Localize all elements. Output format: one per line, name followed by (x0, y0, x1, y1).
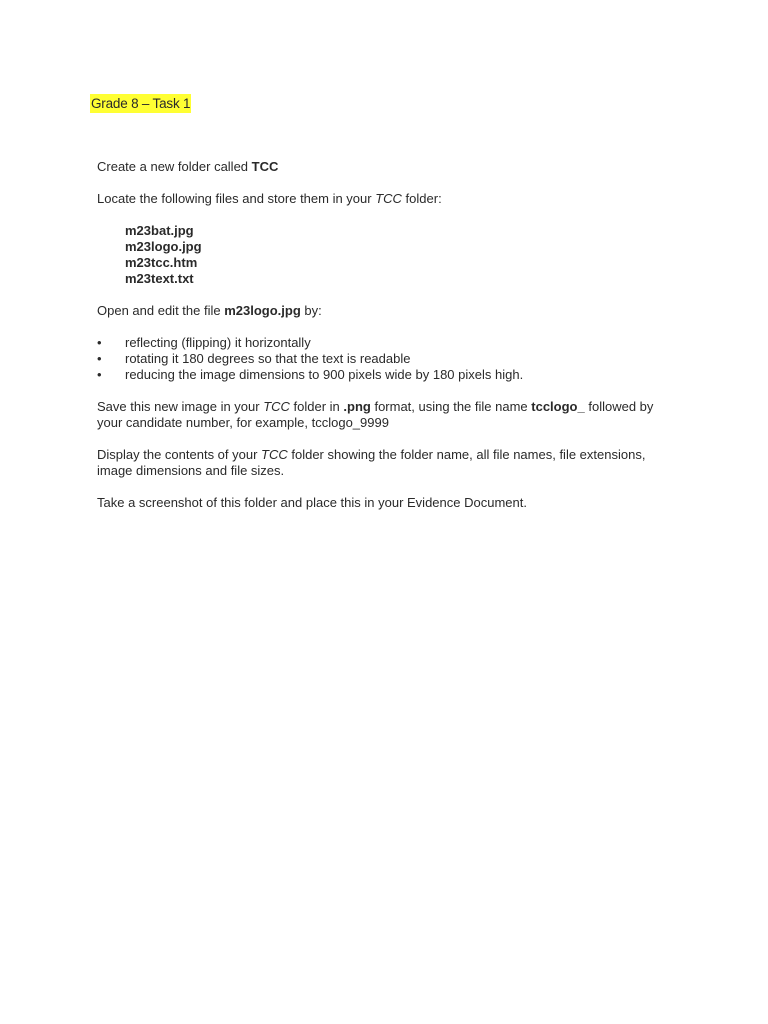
instruction-screenshot: Take a screenshot of this folder and place this in your Evidence Document. (97, 495, 527, 510)
folder-name: TCC (251, 159, 279, 174)
file-list (97, 223, 697, 287)
list-item (97, 351, 697, 367)
file-item: m23bat.jpg (125, 223, 194, 238)
instruction-text: Save this new image in your (97, 399, 264, 414)
instruction-text: folder showing the folder name, all file names, file extensions, (287, 447, 646, 462)
instruction-save-image (97, 399, 697, 431)
instruction-text: folder: (401, 191, 442, 206)
file-item: m23text.txt (125, 271, 194, 286)
bullet-icon: • (97, 335, 102, 350)
instruction-edit-file (97, 303, 697, 319)
instruction-text: by: (300, 303, 322, 318)
bullet-icon: • (97, 367, 102, 382)
list-item-text: rotating it 180 degrees so that the text is readable (125, 351, 411, 366)
file-name: tcclogo_ (531, 399, 585, 414)
file-name: m23logo.jpg (224, 303, 301, 318)
list-item-text: reducing the image dimensions to 900 pixels wide by 180 pixels high. (125, 367, 524, 382)
file-item: m23logo.jpg (125, 239, 202, 254)
bullet-icon: • (97, 351, 102, 366)
list-item-text: reflecting (flipping) it horizontally (125, 335, 311, 350)
list-item (97, 335, 697, 351)
instruction-text: Open and edit the file (97, 303, 225, 318)
instruction-text: followed by (584, 399, 654, 414)
list-item (97, 367, 697, 383)
folder-name: TCC (263, 399, 290, 414)
instruction-text: Display the contents of your (97, 447, 262, 462)
folder-name: TCC (261, 447, 288, 462)
instruction-display-contents (97, 447, 697, 479)
instruction-text: your candidate number, for example, tcclogo_9999 (97, 415, 389, 430)
instruction-text: image dimensions and file sizes. (97, 463, 285, 478)
task-instructions (97, 159, 697, 511)
folder-name: TCC (375, 191, 402, 206)
edit-steps-list (97, 335, 697, 383)
instruction-create-folder (97, 159, 697, 175)
task-heading: Grade 8 – Task 1 (91, 96, 191, 111)
file-item: m23tcc.htm (125, 255, 198, 270)
instruction-locate-files (97, 191, 697, 207)
file-format: .png (343, 399, 371, 414)
instruction-text: Locate the following files and store them in your (97, 191, 376, 206)
instruction-text: folder in (289, 399, 344, 414)
instruction-text: Create a new folder called (97, 159, 252, 174)
instruction-text: format, using the file name (370, 399, 532, 414)
